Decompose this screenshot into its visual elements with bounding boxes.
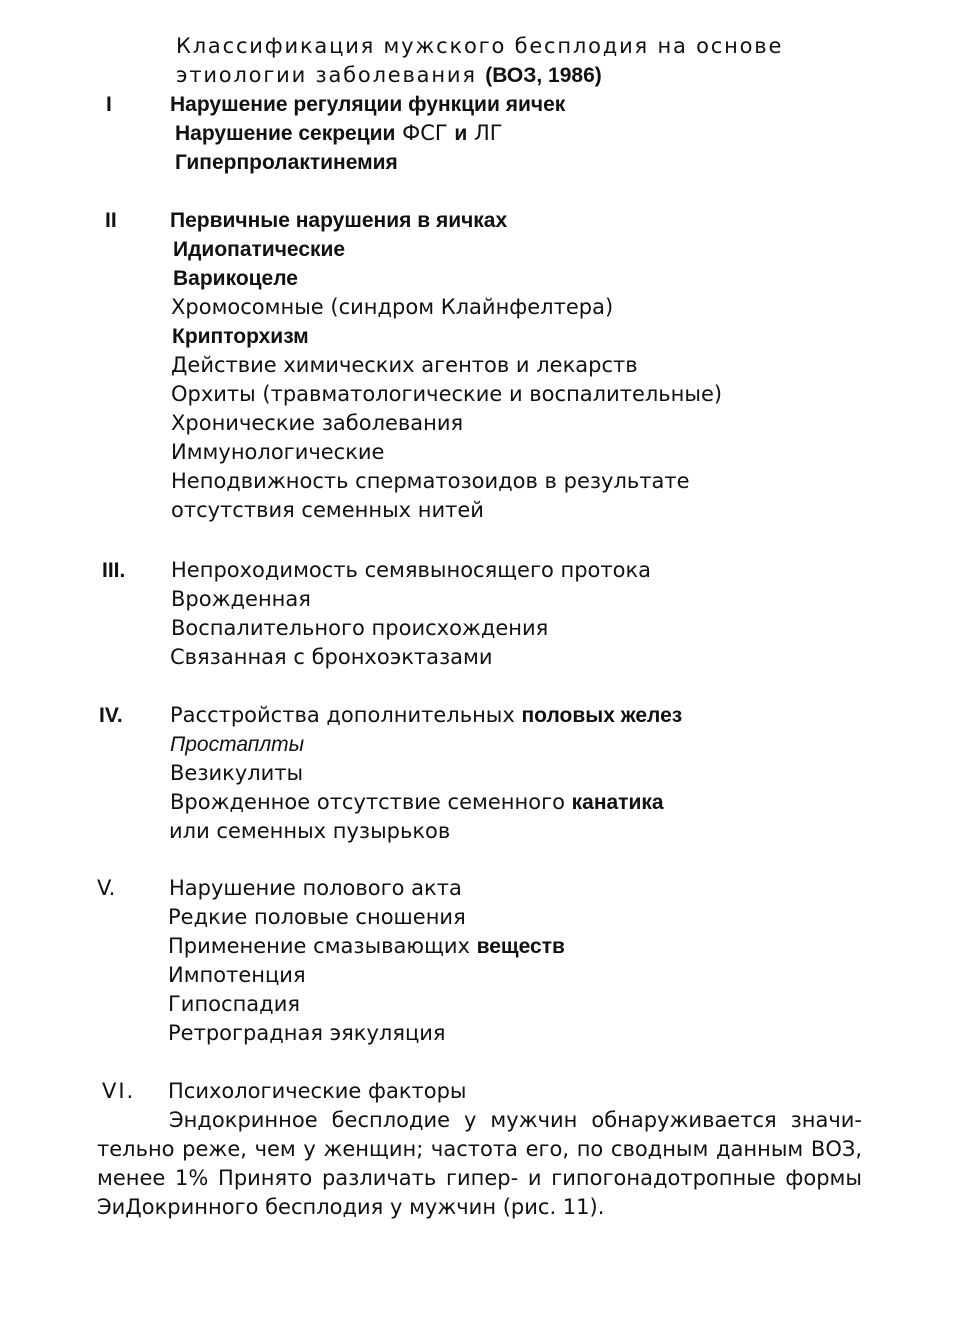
body-paragraph xyxy=(97,1106,862,1222)
section-5-numeral: V. xyxy=(97,876,116,900)
section-2-item-9: Неподвижность сперматозоидов в результате xyxy=(171,469,690,493)
section-5-item-5: Ретроградная эякуляция xyxy=(168,1021,446,1045)
section-2-numeral: II xyxy=(105,209,117,232)
section-3-item-3: Связанная с бронхоэктазами xyxy=(170,645,493,669)
section-3-item-1: Врожденная xyxy=(171,587,311,611)
section-5-heading: Нарушение полового акта xyxy=(169,876,462,900)
title-text-1: Классификация мужского бесплодия на основе xyxy=(176,34,784,58)
section-5-item-2: Применение смазывающих веществ xyxy=(168,934,565,958)
section-2-item-4: Крипторхизм xyxy=(172,325,309,348)
section-5-item-4: Гипоспадия xyxy=(168,992,300,1016)
section-6-numeral: VI. xyxy=(102,1079,136,1103)
section-4-item-4: или семенных пузырьков xyxy=(169,819,451,843)
title-line-1 xyxy=(176,32,783,61)
section-1-numeral: I xyxy=(106,93,112,116)
section-1-item-1: Нарушение секреции ФСГ и ЛГ xyxy=(175,121,503,145)
section-3-heading: Непроходимость семявыносящего протока xyxy=(171,558,652,582)
title-text-2: этиологии заболевания xyxy=(176,63,486,87)
section-2-item-7: Хронические заболевания xyxy=(171,411,464,435)
paragraph-line-4: ЭиДокринного бесплодия у мужчин (рис. 11). xyxy=(97,1195,605,1219)
section-4-item-3: Врожденное отсутствие семенного канатика xyxy=(170,790,664,814)
section-5-item-3: Импотенция xyxy=(168,963,306,987)
section-2-item-10: отсутствия семенных нитей xyxy=(171,498,484,522)
section-3-item-2: Воспалительного происхождения xyxy=(171,616,549,640)
section-6-heading: Психологические факторы xyxy=(168,1079,467,1103)
section-1-item-2: Гиперпролактинемия xyxy=(175,151,398,174)
section-2-item-3: Хромосомные (синдром Клайнфелтера) xyxy=(171,295,614,319)
section-2-heading: Первичные нарушения в яичках xyxy=(170,209,508,232)
title-source: (ВОЗ, 1986) xyxy=(485,64,602,87)
section-2-item-1: Идиопатические xyxy=(173,238,346,261)
section-2-item-5: Действие химических агентов и лекарств xyxy=(171,353,638,377)
paragraph-line-1: Эндокринное бесплодие у мужчин обнаруживается значи- xyxy=(169,1108,862,1132)
section-4-item-2: Везикулиты xyxy=(170,761,304,785)
section-4-numeral: IV. xyxy=(99,704,123,727)
section-2-item-6: Орхиты (травматологические и воспалительные) xyxy=(171,382,723,406)
section-2-item-2: Варикоцеле xyxy=(173,267,298,290)
section-2-item-8: Иммунологические xyxy=(171,440,385,464)
section-4-item-1: Простаплты xyxy=(170,733,305,756)
section-3-numeral: III. xyxy=(102,559,126,582)
section-5-item-1: Редкие половые сношения xyxy=(168,905,466,929)
paragraph-line-3: менее 1% Принято различать гипер- и гипогонадотропные формы xyxy=(97,1166,862,1190)
paragraph-line-2: тельно реже, чем у женщин; частота его, по сводным данным ВОЗ, xyxy=(97,1137,862,1161)
section-1-heading: Нарушение регуляции функции яичек xyxy=(170,93,566,116)
section-4-heading: Расстройства дополнительных половых желез xyxy=(170,703,683,727)
title-line-2 xyxy=(176,61,602,90)
